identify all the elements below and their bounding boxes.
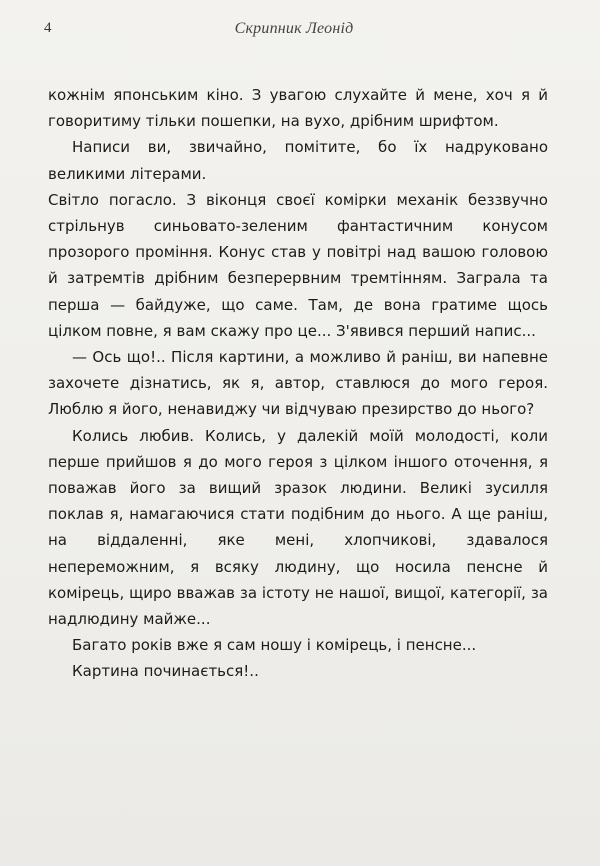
paragraph: Написи ви, звичайно, помітите, бо їх надруковано великими літерами.: [48, 138, 548, 183]
paragraph: Світло погасло. З віконця своєї комірки механік беззвучно стрільнув синьовато-зеленим фантастичним конусом прозорого проміння. Конус став у повітрі над вашою головою й затремтів дрібним безперервним тремтінням. Заграла та перша — байдуже, що саме. Там, де вона гратиме щось цілком повне, я вам скажу про це... З'явився перший напис...: [48, 190, 548, 340]
paragraph: Картина починається!..: [72, 662, 259, 681]
paragraph: Колись любив. Колись, у далекій моїй молодості, коли перше прийшов я до мого героя з цілком іншого оточення, я поважав його за вищий зразок людини. Великі зусилля поклав я, намагаючися стати подібним до нього. А ще раніш, на віддаленні, яке мені, хлопчикові, здавалося непереможним, я всяку людину, що носила пенсне й комірець, щиро вважав за істоту не нашої, вищої, категорії, за надлюдину майже...: [48, 426, 548, 629]
paragraph: — Ось що!.. Після картини, а можливо й раніш, ви напевне захочете дізнатись, як я, автор, ставлюся до мого героя. Люблю я його, ненавиджу чи відчуваю презирство до нього?: [48, 348, 548, 419]
paragraph: кожнім японським кіно. З увагою слухайте й мене, хоч я й говоритиму тільки пошепки, на вухо, дрібним шрифтом.: [48, 86, 548, 131]
page-number: 4: [44, 20, 52, 36]
paragraph: Багато років вже я сам ношу і комірець, і пенсне...: [72, 636, 477, 655]
page-header: [44, 20, 544, 44]
running-title: Скрипник Леонід: [234, 20, 354, 37]
body-text: [48, 82, 548, 685]
